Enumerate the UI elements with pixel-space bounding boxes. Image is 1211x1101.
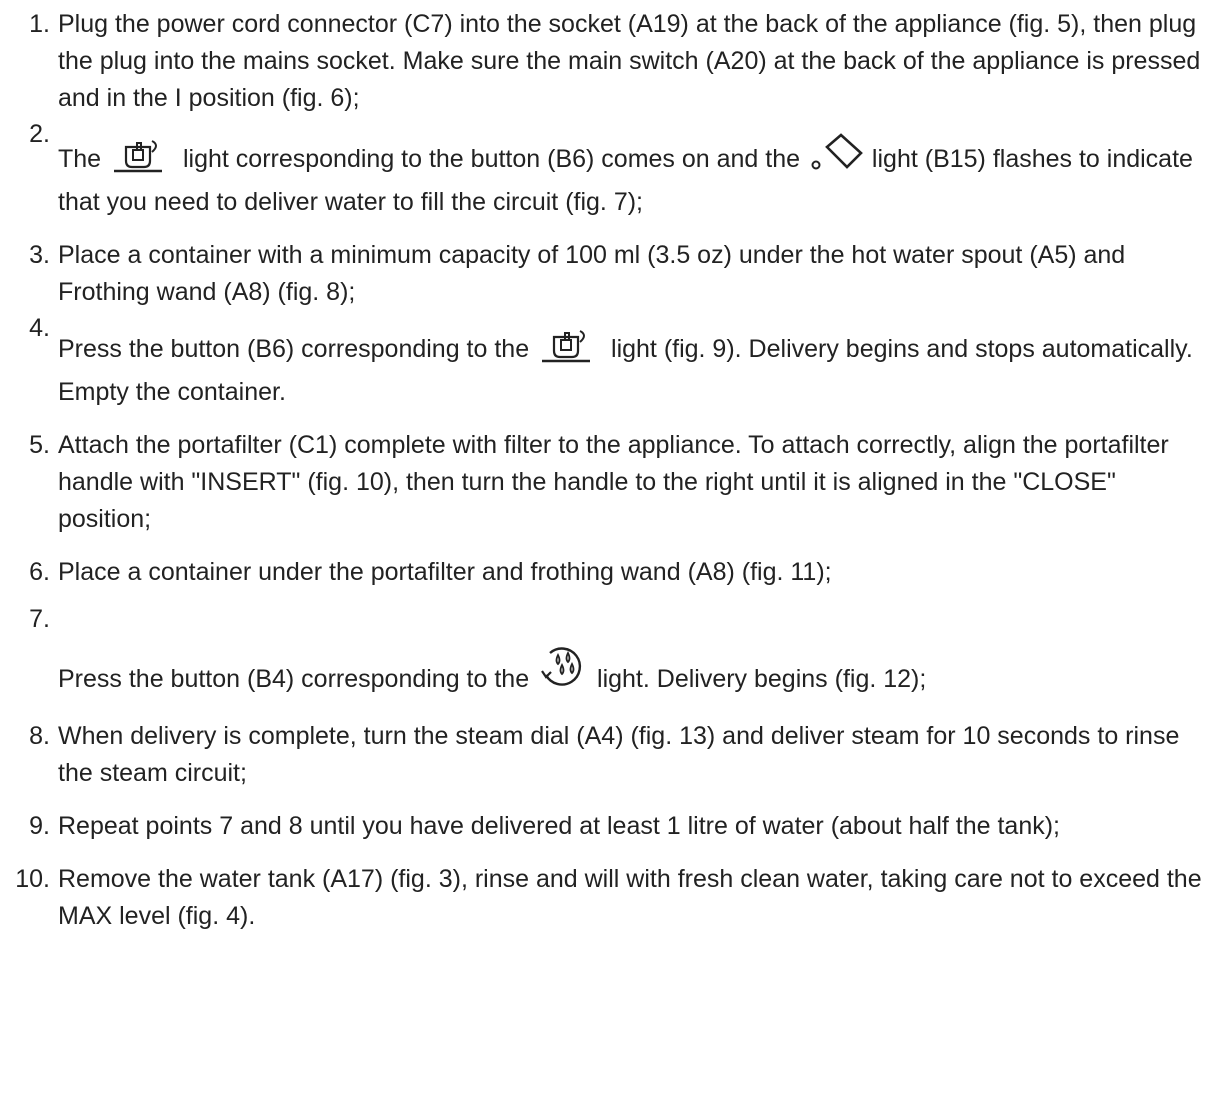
item-text: Place a container under the portafilter and frothing wand (A8) (fig. 11); <box>58 558 832 586</box>
hot-water-cup-icon <box>110 137 174 184</box>
item-number: 5. <box>29 431 50 459</box>
item-text: Attach the portafilter (C1) complete with filter to the appliance. To attach correctly, align the portafilter handle with "INSERT" (fig. 10), then turn the handle to the right until it is aligned in the "CLOSE" position; <box>58 431 1169 533</box>
list-item <box>0 237 1203 311</box>
text-segment: Press the button (B4) corresponding to the <box>58 665 537 693</box>
item-number: 1. <box>29 10 50 38</box>
list-item <box>0 718 1203 792</box>
text-segment: light (B15) flashes to indicate that you need to deliver water to fill the circuit (fig. 7); <box>58 145 1193 216</box>
fill-circuit-icon <box>809 133 863 184</box>
item-text <box>58 327 1203 411</box>
list-item <box>0 808 1203 845</box>
item-number: 7. <box>29 605 50 633</box>
item-number: 9. <box>29 812 50 840</box>
list-item <box>0 554 1203 591</box>
item-number: 4. <box>29 314 50 342</box>
list-item <box>0 6 1203 117</box>
text-segment: light corresponding to the button (B6) comes on and the <box>176 145 807 173</box>
hot-water-cup-icon <box>538 327 602 374</box>
item-number: 6. <box>29 558 50 586</box>
list-item <box>0 607 1203 702</box>
text-segment: Press the button (B6) corresponding to the <box>58 335 537 363</box>
item-text: Repeat points 7 and 8 until you have delivered at least 1 litre of water (about half the tank); <box>58 812 1061 840</box>
item-number: 8. <box>29 722 50 750</box>
list-item <box>0 120 1203 221</box>
item-number: 2. <box>29 120 50 148</box>
item-number: 3. <box>29 241 50 269</box>
item-number: 10. <box>15 865 50 893</box>
item-text: Remove the water tank (A17) (fig. 3), rinse and will with fresh clean water, taking care not to exceed the MAX level (fig. 4). <box>58 865 1202 930</box>
list-item <box>0 427 1203 538</box>
item-text <box>58 607 1203 702</box>
item-text: Place a container with a minimum capacity of 100 ml (3.5 oz) under the hot water spout (A5) and Frothing wand (A8) (fig. 8); <box>58 241 1126 306</box>
list-item <box>0 314 1203 411</box>
item-text: When delivery is complete, turn the steam dial (A4) (fig. 13) and deliver steam for 10 seconds to rinse the steam circuit; <box>58 722 1180 787</box>
text-segment: The <box>58 145 109 173</box>
item-text <box>58 133 1203 221</box>
list-item <box>0 861 1203 935</box>
text-segment: light. Delivery begins (fig. 12); <box>590 665 927 693</box>
text-segment: light (fig. 9). Delivery begins and stops automatically. Empty the container. <box>58 335 1193 406</box>
item-text: Plug the power cord connector (C7) into the socket (A19) at the back of the appliance (fig. 5), then plug the plug into the mains socket. Make sure the main switch (A20) at the back of the appliance is pressed and in the I position (fig. 6); <box>58 10 1201 112</box>
rinse-icon <box>538 645 588 702</box>
